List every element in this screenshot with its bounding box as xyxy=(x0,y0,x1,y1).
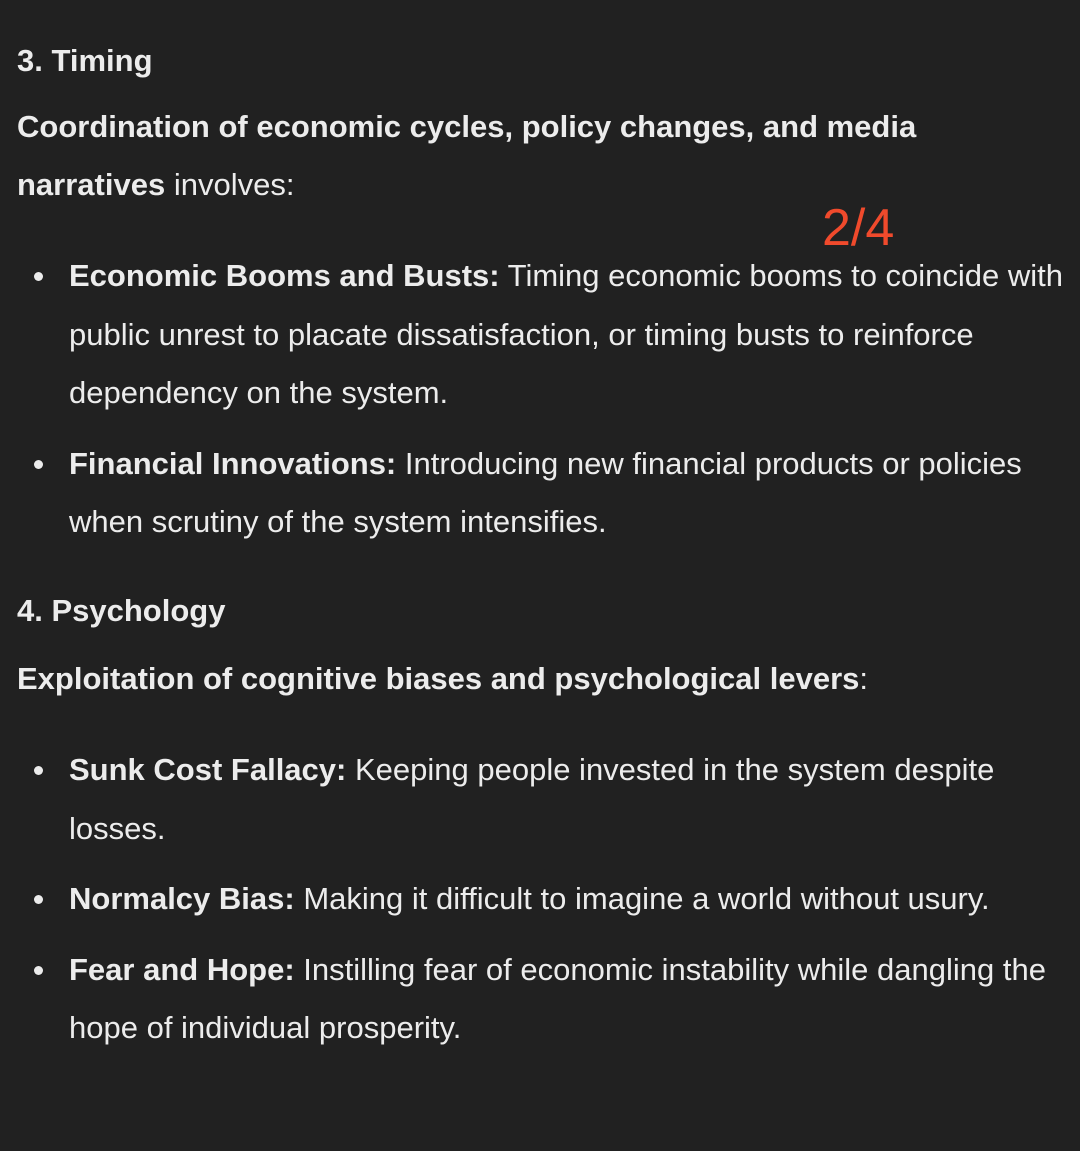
section-intro-psychology xyxy=(17,650,1057,708)
item-term: Normalcy Bias: xyxy=(69,881,295,916)
item-term: Fear and Hope: xyxy=(69,951,295,987)
item-text: Timing economic booms to coincide with public unrest to placate dissatisfaction, or timing busts to reinforce dependency on the system. xyxy=(69,258,1064,410)
intro-bold-text: Coordination of economic cycles, policy changes, and media narratives xyxy=(17,109,917,202)
item-term: Sunk Cost Fallacy: xyxy=(69,752,347,787)
psychology-list xyxy=(17,741,1067,1058)
timing-list xyxy=(17,247,1067,552)
bullet-icon xyxy=(34,895,43,904)
section-heading-timing: 3. Timing xyxy=(17,43,153,78)
bullet-icon xyxy=(34,966,43,975)
list-item xyxy=(17,435,1067,552)
list-item xyxy=(17,741,1067,858)
bullet-icon xyxy=(34,272,43,281)
list-item xyxy=(17,941,1067,1058)
item-text: Making it difficult to imagine a world without usury. xyxy=(294,881,990,916)
item-term: Economic Booms and Busts: xyxy=(69,258,500,293)
section-heading-psychology: 4. Psychology xyxy=(17,593,226,628)
item-text: Introducing new financial products or policies when scrutiny of the system intensifies. xyxy=(69,445,1022,539)
item-term: Financial Innovations: xyxy=(69,445,397,481)
section-intro-timing xyxy=(17,98,1057,214)
bullet-icon xyxy=(34,766,43,775)
list-item xyxy=(17,247,1067,423)
intro-rest-text: involves: xyxy=(165,167,295,202)
item-text: Keeping people invested in the system despite losses. xyxy=(69,752,995,846)
page-counter-annotation: 2/4 xyxy=(822,199,895,257)
intro-rest-text: : xyxy=(859,661,869,696)
list-item xyxy=(17,870,1067,929)
bullet-icon xyxy=(34,460,43,469)
item-text: Instilling fear of economic instability while dangling the hope of individual prosperity. xyxy=(69,951,1046,1045)
intro-bold-text: Exploitation of cognitive biases and psychological levers xyxy=(17,661,860,696)
